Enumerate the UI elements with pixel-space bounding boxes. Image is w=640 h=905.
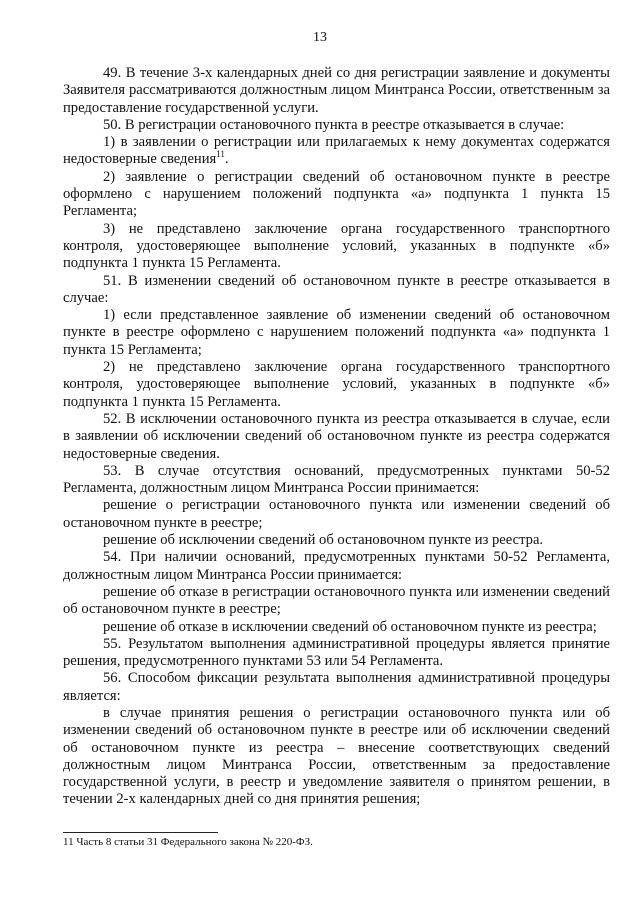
page-number: 13	[313, 30, 327, 45]
footnote-reference: 11	[216, 149, 225, 160]
paragraph-56-case: в случае принятия решения о регистрации остановочного пункта или об изменении сведений об остановочном пункте в реестре или об исключении сведений об остановочном пункте из реестра – внесение соответствующих сведений должностным лицом Минтранса России, ответственным за предоставление государственной услуги, в реестр и уведомление заявителя о принятом решении, в течении 2-х календарных дней со дня принятия решения;	[63, 704, 610, 808]
paragraph-50-item-1-end: .	[224, 151, 229, 168]
paragraph-50-item-1-text: 1) в заявлении о регистрации или прилагаемых к нему документах содержатся недостоверные сведения	[63, 134, 610, 168]
paragraph-50-item-2: 2) заявление о регистрации сведений об остановочном пункте в реестре оформлено с нарушением положений подпункта «а» подпункта 1 пункта 15 Регламента;	[63, 168, 610, 220]
paragraph-52: 52. В исключении остановочного пункта из реестра отказывается в случае, если в заявлении об исключении сведений об остановочном пункте из реестра содержатся недостоверные сведения.	[63, 410, 610, 462]
paragraph-55: 55. Результатом выполнения административной процедуры является принятие решения, предусмотренного пунктами 53 или 54 Регламента.	[63, 635, 610, 670]
body-text	[63, 65, 610, 809]
paragraph-51-item-1: 1) если представленное заявление об изменении сведений об остановочном пункте в реестре оформлено с нарушением положений подпункта «а» подпункта 1 пункта 15 Регламента;	[63, 307, 610, 358]
paragraph-51: 51. В изменении сведений об остановочном пункте в реестре отказывается в случае:	[63, 272, 610, 306]
paragraph-51-item-2: 2) не представлено заключение органа государственного транспортного контроля, удостоверяющее выполнение условий, указанных в подпункте «б» подпункта 1 пункта 15 Регламента.	[63, 359, 610, 410]
paragraph-54-option-2: решение об отказе в исключении сведений об остановочном пункте из реестра;	[103, 618, 597, 635]
paragraph-53-option-1: решение о регистрации остановочного пункта или изменении сведений об остановочном пункте в реестре;	[63, 497, 610, 531]
paragraph-53-option-2: решение об исключении сведений об остановочном пункте из реестра.	[103, 532, 544, 549]
paragraph-54: 54. При наличии оснований, предусмотренных пунктами 50-52 Регламента, должностным лицом Минтранса России принимается:	[63, 549, 610, 583]
paragraph-56: 56. Способом фиксации результата выполнения административной процедуры является:	[63, 670, 610, 704]
paragraph-53: 53. В случае отсутствия оснований, предусмотренных пунктами 50-52 Регламента, должностным лицом Минтранса России принимается:	[63, 462, 610, 497]
footnote-divider	[63, 832, 218, 833]
paragraph-50: 50. В регистрации остановочного пункта в реестре отказывается в случае:	[103, 116, 565, 133]
footnote: 11 Часть 8 статьи 31 Федерального закона № 220-ФЗ.	[63, 836, 313, 848]
paragraph-50-item-1	[63, 134, 610, 169]
paragraph-54-option-1: решение об отказе в регистрации остановочного пункта или изменении сведений об остановочном пункте в реестре;	[63, 583, 610, 618]
paragraph-50-item-3: 3) не представлено заключение органа государственного транспортного контроля, удостоверяющее выполнение условий, указанных в подпункте «б» подпункта 1 пункта 15 Регламента.	[63, 220, 610, 272]
paragraph-49: 49. В течение 3-х календарных дней со дня регистрации заявление и документы Заявителя рассматриваются должностным лицом Минтранса России, ответственным за предоставление государственной услуги.	[63, 65, 610, 116]
